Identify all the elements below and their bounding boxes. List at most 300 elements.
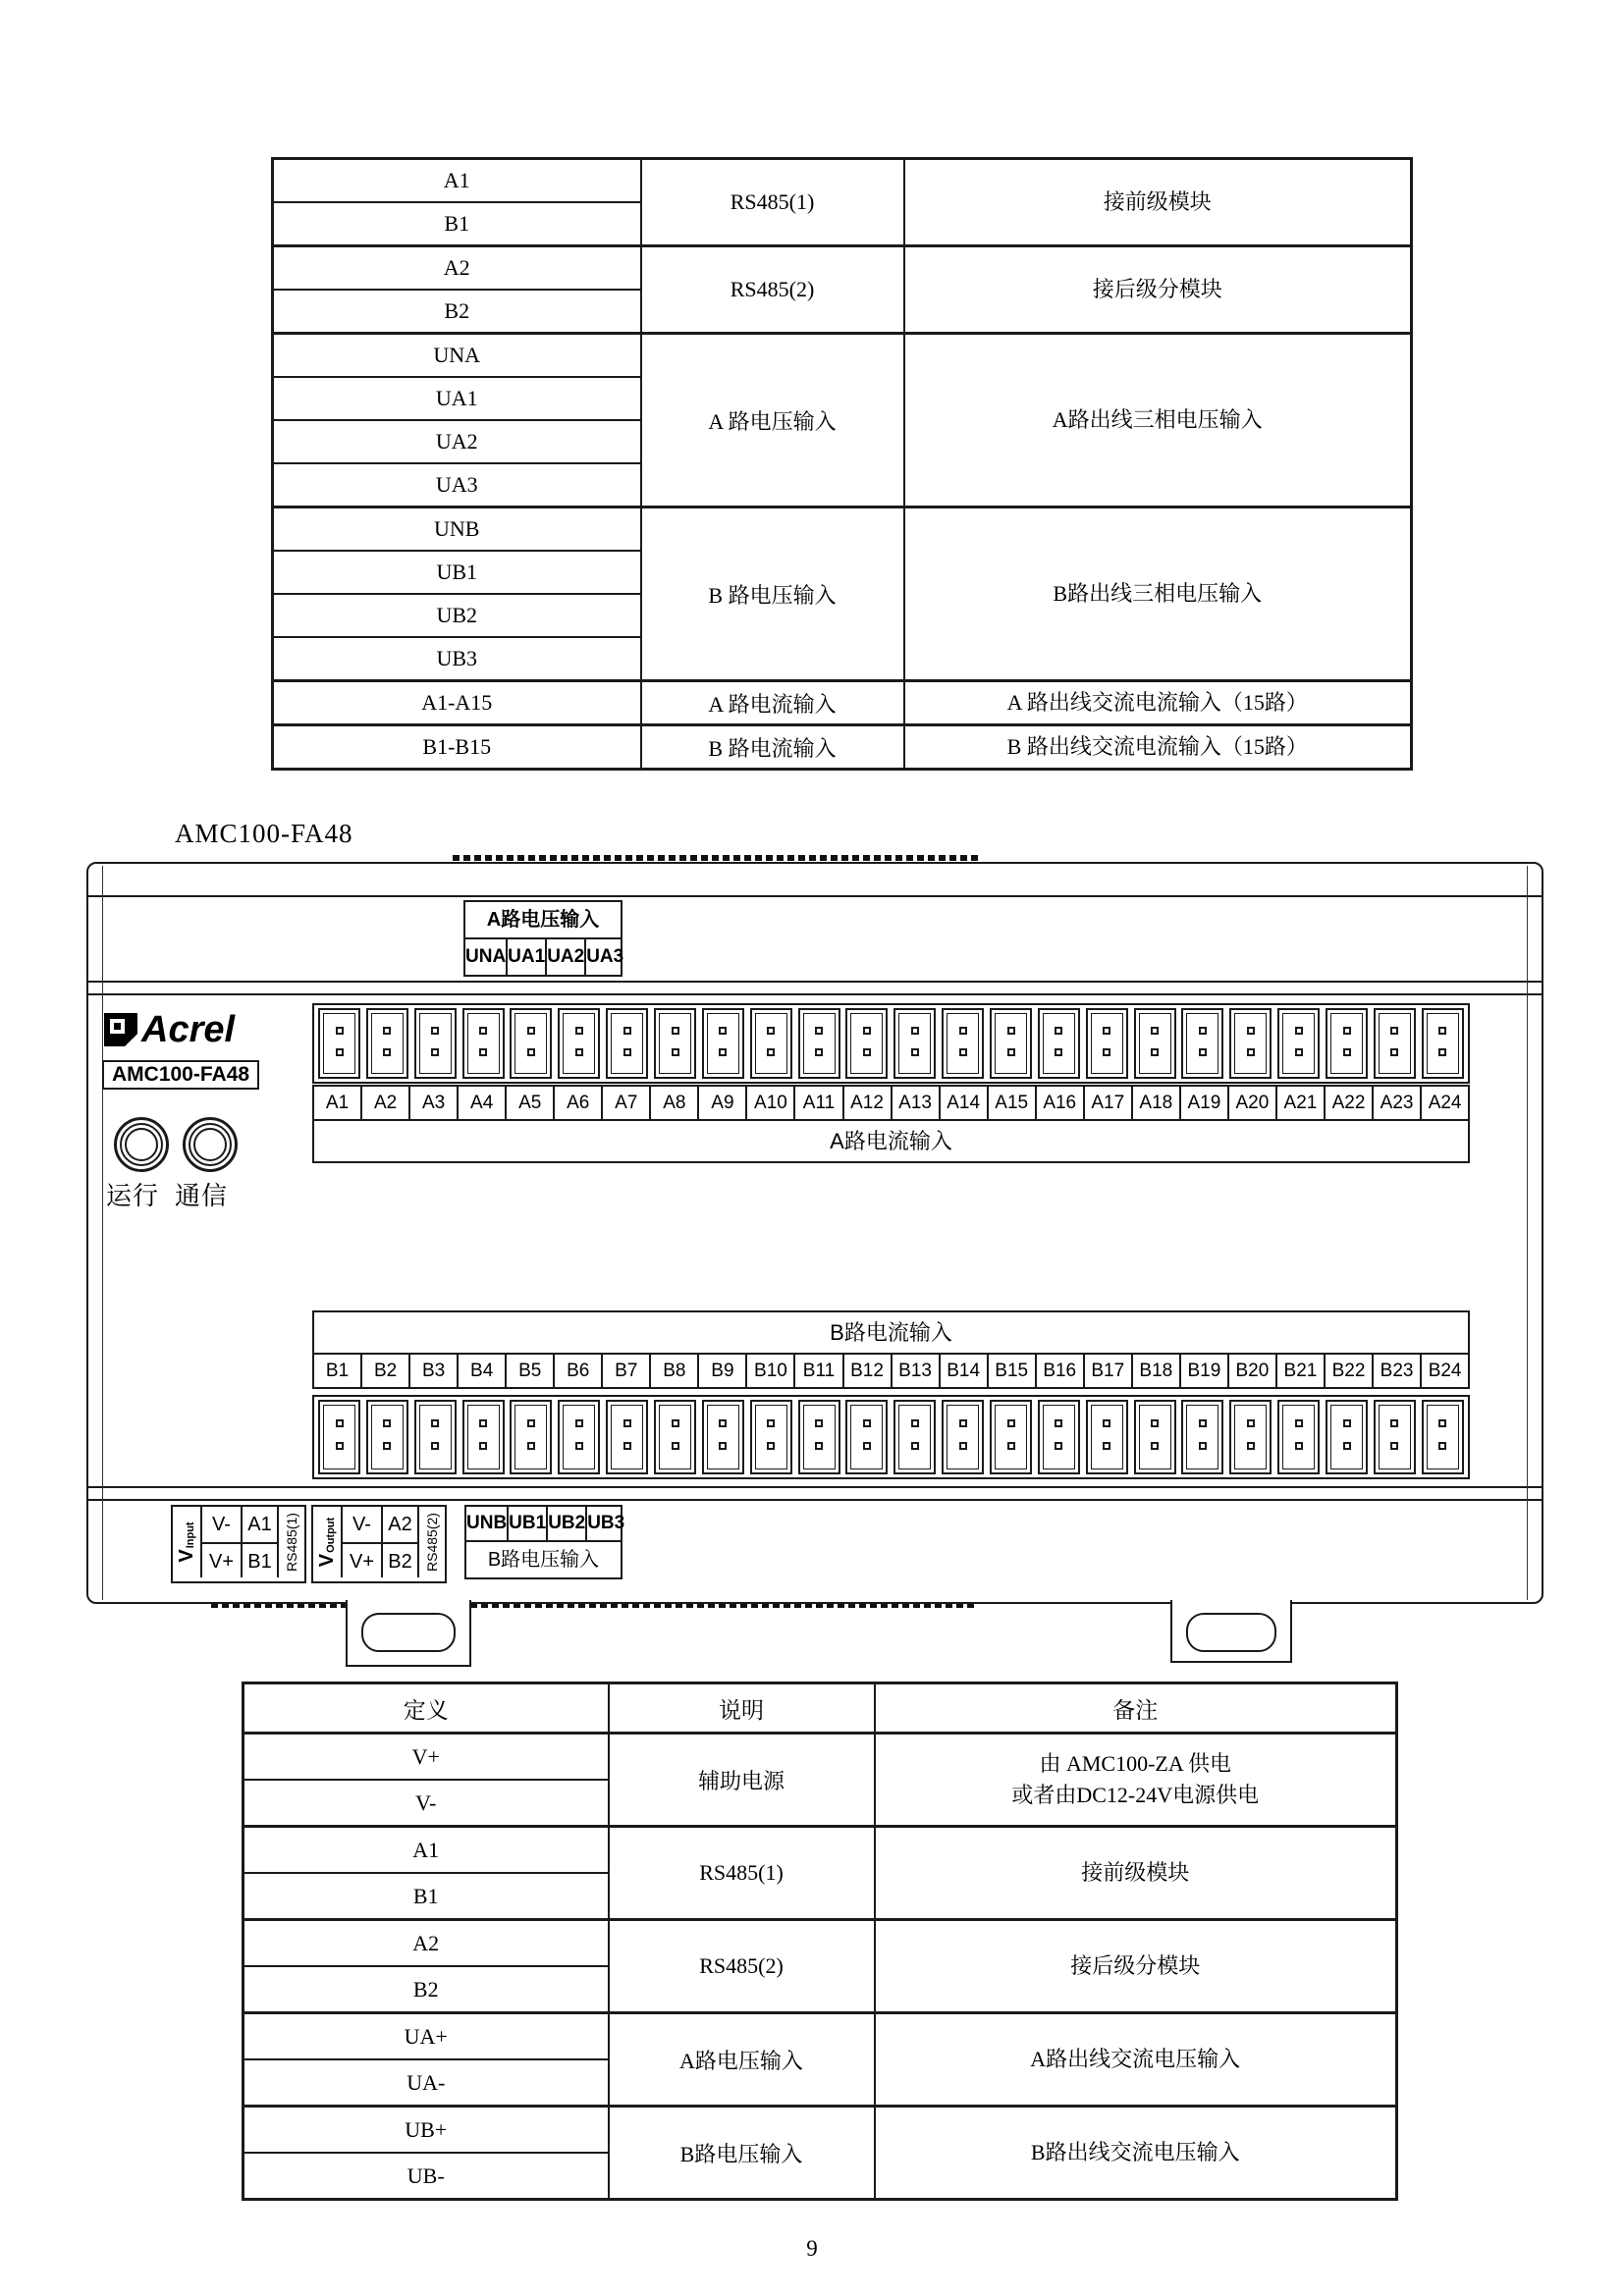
description-cell: B路电压输入 bbox=[609, 2107, 875, 2200]
current-a-connector bbox=[798, 1008, 840, 1079]
terminal-pin bbox=[431, 1442, 439, 1450]
terminal-pin bbox=[959, 1442, 967, 1450]
terminal-socket bbox=[1186, 1405, 1218, 1469]
terminal-cell: A2 bbox=[244, 1920, 609, 1967]
terminal-socket bbox=[1234, 1405, 1267, 1469]
panel-seam-line bbox=[88, 993, 1542, 995]
terminal-socket bbox=[1043, 1405, 1075, 1469]
terminal-pin bbox=[1103, 1442, 1110, 1450]
io-terminal-label: V+ bbox=[341, 1542, 381, 1577]
io-terminal-label: B1 bbox=[241, 1542, 277, 1577]
terminal-socket bbox=[1139, 1013, 1171, 1074]
voltage-b-banner: B路电压输入 bbox=[464, 1540, 623, 1579]
terminal-pin bbox=[1343, 1048, 1351, 1056]
power-label-sub: Input bbox=[185, 1522, 196, 1549]
terminal-cell: V+ bbox=[244, 1734, 609, 1781]
terminal-pin bbox=[1390, 1419, 1398, 1427]
current-a-connector bbox=[1326, 1008, 1368, 1079]
terminal-pin bbox=[1151, 1419, 1159, 1427]
voltage-a-terminal-label: UNA bbox=[465, 946, 507, 967]
brand-name: Acrel bbox=[141, 1008, 236, 1050]
terminal-pin bbox=[431, 1048, 439, 1056]
terminal-pin bbox=[911, 1419, 919, 1427]
current-a-connector bbox=[510, 1008, 552, 1079]
current-a-terminal-label: A14 bbox=[939, 1087, 987, 1119]
terminal-pin bbox=[527, 1419, 535, 1427]
terminal-cell: A1 bbox=[244, 1827, 609, 1874]
current-b-connector bbox=[798, 1400, 840, 1474]
current-b-connector bbox=[1086, 1400, 1128, 1474]
voltage-b-label-box bbox=[464, 1505, 623, 1579]
current-b-connector bbox=[462, 1400, 505, 1474]
terminal-socket bbox=[755, 1405, 787, 1469]
current-b-connector bbox=[893, 1400, 936, 1474]
voltage-a-terminal-label: UA1 bbox=[506, 939, 545, 975]
terminal-socket bbox=[1282, 1405, 1315, 1469]
terminal-pin bbox=[1390, 1027, 1398, 1035]
description-cell: 辅助电源 bbox=[609, 1734, 875, 1827]
current-a-terminal-label: A20 bbox=[1227, 1087, 1275, 1119]
io-terminal-label: V+ bbox=[200, 1542, 241, 1577]
terminal-socket bbox=[850, 1013, 883, 1074]
voltage-a-terminal-labels bbox=[463, 937, 623, 977]
terminal-pin bbox=[336, 1048, 344, 1056]
description-cell: RS485(1) bbox=[641, 159, 904, 246]
terminal-pin bbox=[1199, 1442, 1207, 1450]
terminal-cell: UA1 bbox=[273, 377, 641, 420]
terminal-socket bbox=[467, 1013, 500, 1074]
terminal-cell: UB2 bbox=[273, 594, 641, 637]
current-a-connector bbox=[1374, 1008, 1416, 1079]
terminal-socket bbox=[1379, 1405, 1411, 1469]
current-b-terminal-label: B8 bbox=[649, 1355, 697, 1387]
current-a-connector bbox=[990, 1008, 1032, 1079]
terminal-pin bbox=[1295, 1442, 1303, 1450]
terminal-pin bbox=[336, 1442, 344, 1450]
current-a-terminal-label: A3 bbox=[408, 1087, 457, 1119]
terminal-socket bbox=[563, 1405, 595, 1469]
current-b-connector bbox=[558, 1400, 600, 1474]
current-b-terminal-label: B13 bbox=[891, 1355, 939, 1387]
din-rail-top-edge bbox=[453, 855, 979, 861]
note-cell bbox=[904, 725, 1412, 770]
terminal-pin bbox=[1295, 1027, 1303, 1035]
comm-led-icon bbox=[183, 1117, 238, 1172]
column-header: 定义 bbox=[244, 1683, 609, 1734]
terminal-socket bbox=[1091, 1013, 1123, 1074]
model-label: AMC100-FA48 bbox=[102, 1060, 259, 1090]
current-b-terminal-label: B24 bbox=[1420, 1355, 1468, 1387]
mounting-slot bbox=[361, 1613, 456, 1652]
power-rs485-2-group bbox=[311, 1505, 447, 1583]
terminal-socket bbox=[611, 1405, 643, 1469]
terminal-socket bbox=[707, 1013, 739, 1074]
terminal-pin bbox=[336, 1027, 344, 1035]
power-rs485-1-group bbox=[171, 1505, 306, 1583]
terminal-pin bbox=[1199, 1419, 1207, 1427]
terminal-cell: V- bbox=[244, 1780, 609, 1827]
current-a-connector bbox=[845, 1008, 888, 1079]
description-cell: RS485(2) bbox=[609, 1920, 875, 2013]
current-a-connector bbox=[942, 1008, 984, 1079]
terminal-pin bbox=[623, 1419, 631, 1427]
terminal-pin bbox=[719, 1048, 727, 1056]
terminal-pin bbox=[1007, 1048, 1015, 1056]
current-a-terminal-label: A19 bbox=[1179, 1087, 1227, 1119]
note-line: B 路出线交流电流输入（15路） bbox=[1006, 734, 1308, 760]
description-cell: A 路电流输入 bbox=[641, 681, 904, 725]
terminal-cell: B1-B15 bbox=[273, 725, 641, 770]
panel-seam-line bbox=[88, 1499, 1542, 1501]
terminal-socket bbox=[803, 1013, 836, 1074]
terminal-pin bbox=[527, 1048, 535, 1056]
device-caption: AMC100-FA48 bbox=[175, 819, 353, 848]
current-b-label-row bbox=[312, 1353, 1470, 1389]
terminal-pin bbox=[815, 1442, 823, 1450]
terminal-pin bbox=[959, 1419, 967, 1427]
definition-table bbox=[242, 1682, 1398, 2201]
note-line: A路出线三相电压输入 bbox=[1052, 407, 1263, 433]
power-side-label bbox=[173, 1507, 200, 1577]
current-b-connector bbox=[1277, 1400, 1320, 1474]
terminal-pin bbox=[815, 1419, 823, 1427]
current-b-terminal-label: B15 bbox=[987, 1355, 1035, 1387]
terminal-pin bbox=[959, 1048, 967, 1056]
current-a-connector bbox=[558, 1008, 600, 1079]
current-a-terminal-label: A22 bbox=[1324, 1087, 1372, 1119]
terminal-pin bbox=[623, 1442, 631, 1450]
current-b-connector bbox=[1422, 1400, 1464, 1474]
terminal-socket bbox=[323, 1405, 355, 1469]
terminal-pin bbox=[431, 1027, 439, 1035]
bottom-terminal-table bbox=[242, 1682, 1395, 2201]
terminal-socket bbox=[947, 1405, 979, 1469]
terminal-pin bbox=[1199, 1027, 1207, 1035]
description-cell: B 路电压输入 bbox=[641, 507, 904, 681]
terminal-socket bbox=[947, 1013, 979, 1074]
voltage-a-terminal-label: UA2 bbox=[545, 939, 584, 975]
current-a-terminal-label: A24 bbox=[1420, 1087, 1468, 1119]
terminal-cell: A2 bbox=[273, 246, 641, 291]
current-b-connector bbox=[606, 1400, 648, 1474]
current-b-terminal-label: B12 bbox=[842, 1355, 891, 1387]
terminal-cell: UA3 bbox=[273, 463, 641, 507]
terminal-pin bbox=[527, 1442, 535, 1450]
terminal-cell: UB+ bbox=[244, 2107, 609, 2154]
terminal-pin bbox=[1151, 1027, 1159, 1035]
terminal-pin bbox=[672, 1027, 679, 1035]
terminal-pin bbox=[911, 1442, 919, 1450]
terminal-socket bbox=[1186, 1013, 1218, 1074]
description-cell: RS485(1) bbox=[609, 1827, 875, 1920]
current-a-connector bbox=[1229, 1008, 1272, 1079]
run-led-icon bbox=[114, 1117, 169, 1172]
terminal-cell: UNB bbox=[273, 507, 641, 552]
terminal-pin bbox=[719, 1027, 727, 1035]
terminal-socket bbox=[1282, 1013, 1315, 1074]
note-cell bbox=[875, 1827, 1397, 1920]
note-line: A路出线交流电压输入 bbox=[1030, 2047, 1241, 2072]
current-b-connector bbox=[1181, 1400, 1223, 1474]
terminal-pin bbox=[767, 1048, 775, 1056]
current-a-terminal-label: A8 bbox=[649, 1087, 697, 1119]
current-b-connector bbox=[750, 1400, 792, 1474]
description-cell: RS485(2) bbox=[641, 246, 904, 334]
definition-table bbox=[271, 157, 1413, 771]
note-cell bbox=[904, 507, 1412, 681]
terminal-socket bbox=[850, 1405, 883, 1469]
io-terminal-label: A1 bbox=[241, 1507, 277, 1542]
terminal-pin bbox=[1247, 1442, 1255, 1450]
description-cell: A 路电压输入 bbox=[641, 334, 904, 507]
column-header: 说明 bbox=[609, 1683, 875, 1734]
terminal-pin bbox=[1438, 1048, 1446, 1056]
current-b-terminal-label: B4 bbox=[457, 1355, 505, 1387]
current-a-connector bbox=[1181, 1008, 1223, 1079]
terminal-pin bbox=[1103, 1048, 1110, 1056]
current-a-connector bbox=[366, 1008, 408, 1079]
current-b-terminal-label: B9 bbox=[697, 1355, 745, 1387]
current-a-terminal-strip bbox=[312, 1003, 1470, 1084]
io-terminal-label: A2 bbox=[381, 1507, 417, 1542]
terminal-socket bbox=[898, 1405, 931, 1469]
acrel-logo-icon bbox=[104, 1013, 137, 1046]
mounting-tab bbox=[346, 1600, 471, 1667]
terminal-pin bbox=[1390, 1442, 1398, 1450]
terminal-pin bbox=[1055, 1048, 1062, 1056]
note-line: A 路出线交流电流输入（15路） bbox=[1006, 690, 1308, 716]
note-cell bbox=[875, 2013, 1397, 2107]
terminal-pin bbox=[1438, 1027, 1446, 1035]
current-b-connector bbox=[1038, 1400, 1080, 1474]
terminal-socket bbox=[995, 1013, 1027, 1074]
current-a-connector bbox=[1277, 1008, 1320, 1079]
terminal-pin bbox=[1343, 1419, 1351, 1427]
terminal-pin bbox=[1055, 1027, 1062, 1035]
voltage-b-terminal-label: UNB bbox=[466, 1513, 508, 1533]
terminal-socket bbox=[995, 1405, 1027, 1469]
terminal-socket bbox=[371, 1405, 404, 1469]
current-a-connector bbox=[1086, 1008, 1128, 1079]
terminal-socket bbox=[1139, 1405, 1171, 1469]
note-line: 接后级分模块 bbox=[1070, 1953, 1201, 1979]
voltage-a-title: A路电压输入 bbox=[463, 900, 623, 939]
terminal-pin bbox=[1151, 1048, 1159, 1056]
current-a-terminal-label: A9 bbox=[697, 1087, 745, 1119]
terminal-socket bbox=[371, 1013, 404, 1074]
current-a-connector bbox=[318, 1008, 360, 1079]
current-b-connector bbox=[366, 1400, 408, 1474]
terminal-pin bbox=[863, 1048, 871, 1056]
terminal-socket bbox=[1379, 1013, 1411, 1074]
terminal-cell: UB1 bbox=[273, 551, 641, 594]
panel-edge-line bbox=[1527, 866, 1528, 1600]
terminal-pin bbox=[1438, 1442, 1446, 1450]
terminal-cell: B2 bbox=[244, 1966, 609, 2013]
panel-seam-line bbox=[88, 895, 1542, 897]
terminal-pin bbox=[383, 1419, 391, 1427]
terminal-pin bbox=[1390, 1048, 1398, 1056]
note-cell bbox=[904, 159, 1412, 246]
terminal-cell: A1 bbox=[273, 159, 641, 203]
terminal-pin bbox=[815, 1027, 823, 1035]
terminal-socket bbox=[467, 1405, 500, 1469]
top-terminal-table bbox=[271, 157, 1410, 771]
terminal-socket bbox=[898, 1013, 931, 1074]
terminal-pin bbox=[1007, 1027, 1015, 1035]
terminal-pin bbox=[767, 1027, 775, 1035]
current-a-terminal-label: A2 bbox=[360, 1087, 408, 1119]
current-a-connector bbox=[1038, 1008, 1080, 1079]
current-b-terminal-label: B1 bbox=[325, 1361, 350, 1381]
terminal-socket bbox=[1234, 1013, 1267, 1074]
current-b-connector bbox=[942, 1400, 984, 1474]
current-b-connector bbox=[510, 1400, 552, 1474]
current-b-terminal-strip bbox=[312, 1395, 1470, 1479]
terminal-pin bbox=[863, 1442, 871, 1450]
terminal-pin bbox=[383, 1027, 391, 1035]
current-b-terminal-label: B23 bbox=[1372, 1355, 1420, 1387]
current-b-terminal-label: B16 bbox=[1035, 1355, 1083, 1387]
note-line: 接后级分模块 bbox=[1092, 277, 1222, 302]
terminal-pin bbox=[479, 1442, 487, 1450]
comm-led-label: 通信 bbox=[175, 1181, 229, 1210]
io-terminal-label: V- bbox=[200, 1507, 241, 1542]
current-b-connector bbox=[318, 1400, 360, 1474]
terminal-pin bbox=[863, 1419, 871, 1427]
terminal-pin bbox=[1055, 1419, 1062, 1427]
io-terminal-label: V- bbox=[341, 1507, 381, 1542]
terminal-pin bbox=[672, 1048, 679, 1056]
terminal-pin bbox=[1151, 1442, 1159, 1450]
terminal-pin bbox=[767, 1419, 775, 1427]
current-a-terminal-label: A4 bbox=[457, 1087, 505, 1119]
current-b-connector bbox=[654, 1400, 696, 1474]
terminal-pin bbox=[1247, 1048, 1255, 1056]
terminal-pin bbox=[959, 1027, 967, 1035]
current-b-terminal-label: B18 bbox=[1131, 1355, 1179, 1387]
current-b-terminal-label: B14 bbox=[939, 1355, 987, 1387]
current-a-connector bbox=[750, 1008, 792, 1079]
terminal-socket bbox=[611, 1013, 643, 1074]
device-front-panel bbox=[86, 862, 1543, 1604]
current-a-connector bbox=[606, 1008, 648, 1079]
terminal-pin bbox=[1103, 1419, 1110, 1427]
terminal-pin bbox=[1199, 1048, 1207, 1056]
current-a-label-row bbox=[312, 1085, 1470, 1121]
terminal-socket bbox=[1427, 1013, 1459, 1074]
current-a-terminal-label: A10 bbox=[745, 1087, 793, 1119]
power-label-main: V bbox=[315, 1553, 338, 1568]
terminal-cell: UA2 bbox=[273, 420, 641, 463]
terminal-cell: UA- bbox=[244, 2059, 609, 2107]
current-b-terminal-label: B19 bbox=[1179, 1355, 1227, 1387]
rs485-side-label: RS485(2) bbox=[417, 1507, 445, 1577]
current-a-terminal-label: A15 bbox=[987, 1087, 1035, 1119]
voltage-b-terminal-label: UB1 bbox=[507, 1507, 546, 1540]
terminal-pin bbox=[479, 1027, 487, 1035]
terminal-pin bbox=[1007, 1442, 1015, 1450]
terminal-socket bbox=[659, 1013, 691, 1074]
terminal-pin bbox=[1103, 1027, 1110, 1035]
note-cell bbox=[875, 1920, 1397, 2013]
description-cell: A路电压输入 bbox=[609, 2013, 875, 2107]
terminal-pin bbox=[1247, 1419, 1255, 1427]
mounting-slot bbox=[1186, 1613, 1276, 1652]
terminal-pin bbox=[1055, 1442, 1062, 1450]
terminal-pin bbox=[1007, 1419, 1015, 1427]
terminal-pin bbox=[479, 1419, 487, 1427]
terminal-pin bbox=[431, 1419, 439, 1427]
current-b-terminal-label: B20 bbox=[1227, 1355, 1275, 1387]
current-a-terminal-label: A16 bbox=[1035, 1087, 1083, 1119]
note-cell bbox=[904, 246, 1412, 334]
terminal-cell: UA+ bbox=[244, 2013, 609, 2060]
current-a-connector bbox=[462, 1008, 505, 1079]
current-b-terminal-label: B5 bbox=[505, 1355, 553, 1387]
terminal-pin bbox=[719, 1442, 727, 1450]
terminal-pin bbox=[1295, 1048, 1303, 1056]
terminal-socket bbox=[563, 1013, 595, 1074]
terminal-socket bbox=[419, 1013, 452, 1074]
current-b-terminal-label: B21 bbox=[1275, 1355, 1324, 1387]
current-b-connector bbox=[414, 1400, 457, 1474]
current-a-connector bbox=[1422, 1008, 1464, 1079]
mounting-tab bbox=[1170, 1600, 1292, 1663]
terminal-socket bbox=[514, 1013, 547, 1074]
current-a-terminal-label: A18 bbox=[1131, 1087, 1179, 1119]
current-b-connector bbox=[1374, 1400, 1416, 1474]
current-b-connector bbox=[845, 1400, 888, 1474]
terminal-socket bbox=[1427, 1405, 1459, 1469]
terminal-pin bbox=[672, 1419, 679, 1427]
current-b-terminal-label: B10 bbox=[745, 1355, 793, 1387]
rs485-side-label: RS485(1) bbox=[277, 1507, 304, 1577]
terminal-pin bbox=[1247, 1027, 1255, 1035]
current-a-banner: A路电流输入 bbox=[312, 1119, 1470, 1163]
column-header: 备注 bbox=[875, 1683, 1397, 1734]
terminal-pin bbox=[1343, 1027, 1351, 1035]
current-a-terminal-label: A23 bbox=[1372, 1087, 1420, 1119]
current-b-connector bbox=[1229, 1400, 1272, 1474]
page-number: 9 bbox=[806, 2236, 818, 2261]
terminal-pin bbox=[719, 1419, 727, 1427]
voltage-b-terminal-label: UB3 bbox=[585, 1507, 624, 1540]
terminal-pin bbox=[767, 1442, 775, 1450]
power-side-label bbox=[313, 1507, 341, 1577]
current-a-terminal-label: A17 bbox=[1083, 1087, 1131, 1119]
terminal-cell: B1 bbox=[244, 1873, 609, 1920]
note-line: 接前级模块 bbox=[1103, 189, 1212, 215]
panel-edge-line bbox=[102, 866, 103, 1600]
current-b-terminal-label: B17 bbox=[1083, 1355, 1131, 1387]
current-a-connector bbox=[702, 1008, 744, 1079]
note-cell bbox=[875, 1734, 1397, 1827]
terminal-cell: UB3 bbox=[273, 637, 641, 681]
terminal-cell: UB- bbox=[244, 2153, 609, 2200]
terminal-socket bbox=[707, 1405, 739, 1469]
terminal-pin bbox=[1438, 1419, 1446, 1427]
current-b-connector bbox=[990, 1400, 1032, 1474]
note-cell bbox=[904, 334, 1412, 507]
terminal-socket bbox=[1043, 1013, 1075, 1074]
terminal-pin bbox=[1295, 1419, 1303, 1427]
power-label-sub: Output bbox=[325, 1517, 337, 1553]
run-led-label: 运行 bbox=[106, 1181, 160, 1210]
note-line: 接前级模块 bbox=[1081, 1860, 1190, 1886]
current-a-terminal-label: A5 bbox=[505, 1087, 553, 1119]
current-a-connector bbox=[893, 1008, 936, 1079]
